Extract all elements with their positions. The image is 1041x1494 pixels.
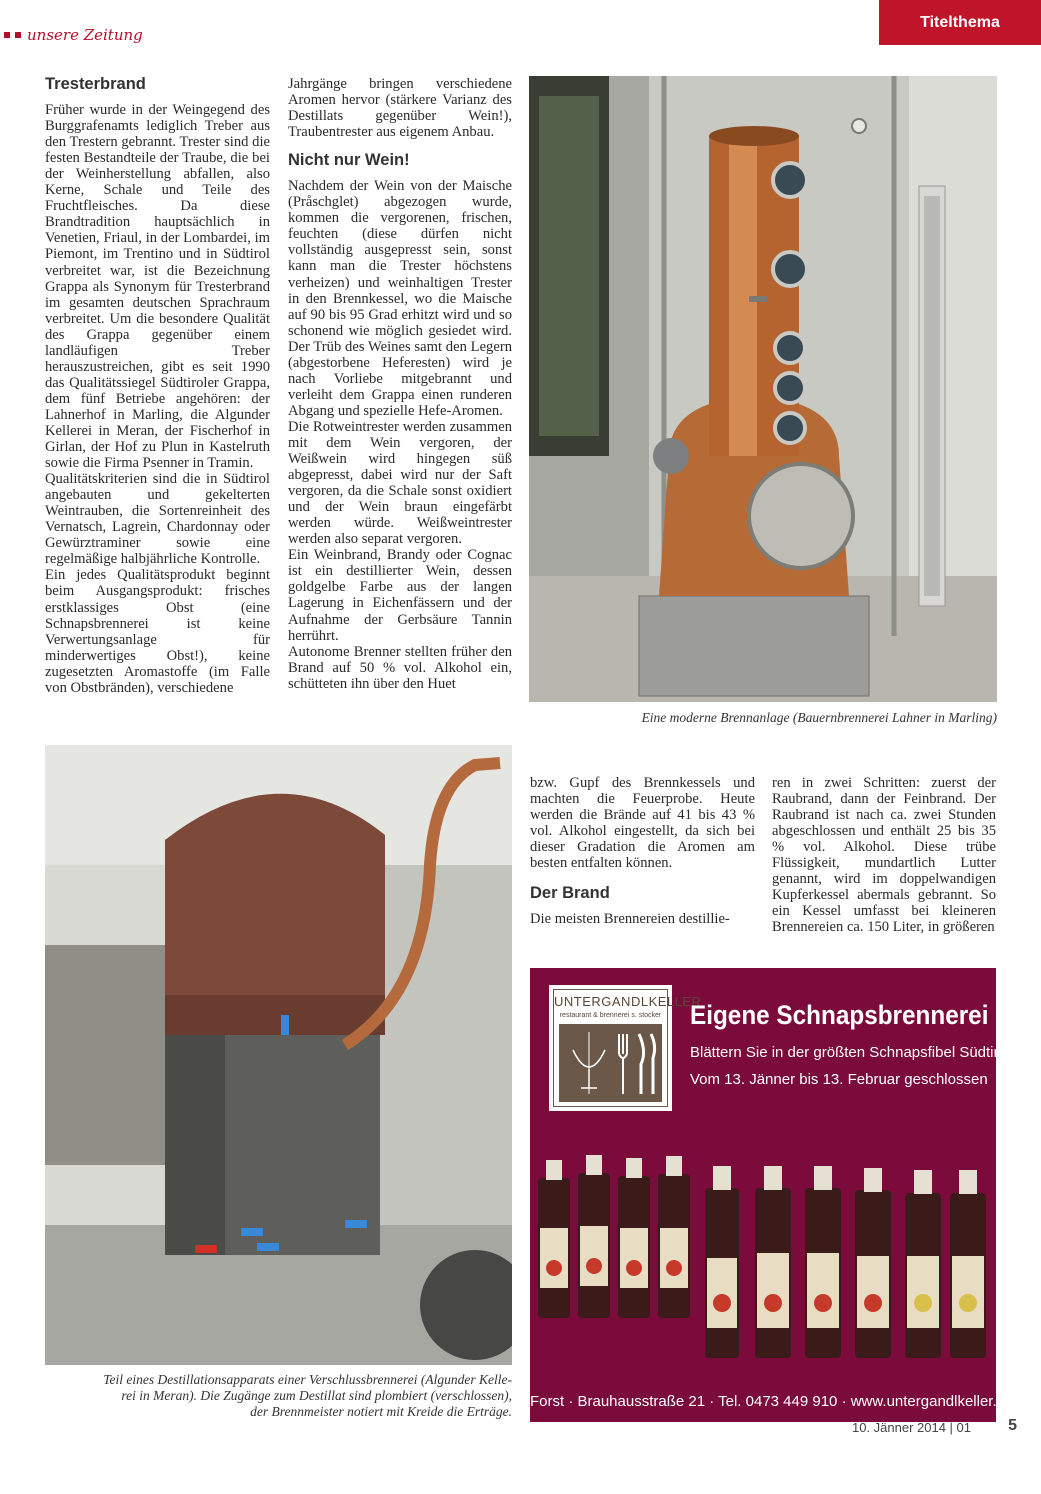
logo-text: unsere Zeitung [27, 26, 143, 44]
paragraph: Die Rotweintrester werden zusammen mit dem Wein vergoren, der Weißwein wird hingegen süß abgepresst, dabei wird nur der Saft vergoren, da die Schale sonst oxidiert und der Wein braun eingefärbt werden würde. Weißweintrester werden also separat vergoren. [288, 418, 512, 548]
paragraph: Früher wurde in der Weingegend des Burggrafenamts lediglich Treber aus den Trestern gebrannt. Trester sind die festen Bestandteile der Traube, die bei der Weinherstellung abfallen, also Kerne, Schale und Teile des Fruchtfleisches. Da diese Brandtradition hauptsächlich in Venetien, Friaul, in der Lombardei, im Piemont, im Trentino und in Südtirol verbreitet war, ist die Bezeichnung Grappa als Synonym für Tresterbrand im gesamten deutschen Sprachraum verbreitet. Um die besondere Qualität des Grappa gegenüber einem landläufigen Treber herauszustreichen, gibt es seit 1990 das Qualitätssiegel Südtiroler Grappa, dem fünf Betriebe angehören: der Lahnerhof in Marling, die Algunder Kellerei in Meran, der Fischerhof in Girlan, der Hof zu Plun in Kastelruth sowie die Firma Psenner in Tramin. [45, 102, 270, 472]
article-column-1 [45, 76, 270, 696]
article-column-2 [288, 76, 512, 692]
caption-line: Teil eines Destillationsapparats einer Verschlussbrennerei (Algunder Kelle- [103, 1372, 512, 1387]
section-tab: Titelthema [879, 0, 1041, 45]
ad-logo [549, 985, 702, 1111]
caption-photo-2 [45, 1372, 512, 1420]
paragraph: Ein jedes Qualitätsprodukt beginnt beim Ausgangsprodukt: frisches erstklassiges Obst (eine Schnapsbrennerei ist keine Verwertungsanlage für minderwertiges Obst!), keine zugesetzten Aromastoffe (im Falle von Obstbränden), verschiedene [45, 567, 270, 696]
heading-nicht-nur-wein: Nicht nur Wein! [288, 151, 410, 170]
footer-date-issue: 10. Jänner 2014 | 01 [851, 1420, 971, 1435]
ad-bottles-photo [530, 1138, 996, 1368]
glass-cutlery-icon [559, 1024, 662, 1102]
paragraph: ren in zwei Schritten: zuerst der Raubrand, dann der Feinbrand. Der Raubrand ist nach ca. zwei Stunden abgeschlossen und enthält 25 bis 35 % vol. Alkohol. Diese trübe Flüssigkeit, mundartlich Lutter genannt, wird im doppelwandigen Kupferkessel abermals gebrannt. So ein Kessel umfasst bei kleineren Brennereien ca. 150 Liter, in größeren [772, 775, 996, 936]
article-column-3 [530, 775, 755, 927]
paragraph: bzw. Gupf des Brennkessels und machten die Feuerprobe. Heute werden die Brände auf 41 bis 43 % vol. Alkohol eingestellt, da sich bei dieser Gradation die Aromen am besten entfalten können. [530, 775, 755, 872]
paragraph: Autonome Brenner stellten früher den Brand auf 50 % vol. Alkohol ein, schütteten ihn über den Huet [288, 643, 512, 692]
article-column-4 [772, 775, 996, 935]
heading-tresterbrand: Tresterbrand [45, 75, 146, 93]
caption-line: rei in Meran). Die Zugänge zum Destillat sind plombiert (verschlossen), [121, 1388, 512, 1403]
paragraph: Jahrgänge bringen verschiedene Aromen hervor (stärkere Varianz des Destillats gegenüber Wein!), Traubentrester aus eigenem Anbau. [288, 76, 512, 141]
photo-destillationsapparat [45, 745, 512, 1365]
paragraph: Die meisten Brennereien destillie- [530, 911, 730, 928]
ad-footer-contact[interactable]: Forst · Brauhausstraße 21 · Tel. 0473 449 910 · www.untergandlkeller.com [530, 1393, 1025, 1410]
page-number: 5 [1008, 1417, 1017, 1434]
logo-dots [4, 32, 21, 38]
caption-line: der Brennmeister notiert mit Kreide die Erträge. [250, 1404, 512, 1419]
ad-line-1: Blättern Sie in der größten Schnapsfibel Südtirols [690, 1044, 1018, 1061]
ad-line-2: Vom 13. Jänner bis 13. Februar geschlossen [690, 1071, 988, 1088]
advertisement-untergandlkeller[interactable] [530, 968, 1025, 1422]
heading-der-brand: Der Brand [530, 884, 610, 903]
paragraph: Qualitätskriterien sind die in Südtirol angebauten und gekelterten Weintrauben, die Sortenreinheit des Vernatsch, Lagrein, Chardonnay oder Gewürztraminer sowie eine regelmäßige halbjährliche Kontrolle. [45, 471, 270, 568]
ad-title: Eigene Schnapsbrennerei [690, 1000, 989, 1030]
paragraph: Ein Weinbrand, Brandy oder Cognac ist ein destillierter Wein, dessen goldgelbe Farbe aus der langen Lagerung in Eichenfässern und der Aufnahme der Gerbsäure Tannin herrührt. [288, 547, 512, 644]
magazine-logo [4, 26, 143, 44]
ad-logo-subtitle: restaurant & brennerei s. stocker [559, 1012, 662, 1019]
paragraph: Nachdem der Wein von der Maische (Pråschglet) abgezogen wurde, kommen die vergorenen, frischen, feuchten (diese dürfen nicht vollständig ausgepresst sein, sonst kann man die Trester höchstens verheizen) und weinhaltigen Trester in den Brennkessel, wo die Maische auf 90 bis 95 Grad erhitzt wird und so schonend wie möglich gesiedet wird. Der Trüb des Weines samt den Legern (abgestorbene Heferesten) wird je nach Vorliebe mitgebrannt und verleiht dem Grappa einen runderen Abgang und spezielle Hefe-Aromen. [288, 178, 512, 419]
photo-brennanlage [529, 76, 997, 702]
ad-logo-title: UNTERGANDLKELLER [554, 994, 702, 1009]
caption-photo-1: Eine moderne Brennanlage (Bauernbrennerei Lahner in Marling) [641, 710, 997, 725]
